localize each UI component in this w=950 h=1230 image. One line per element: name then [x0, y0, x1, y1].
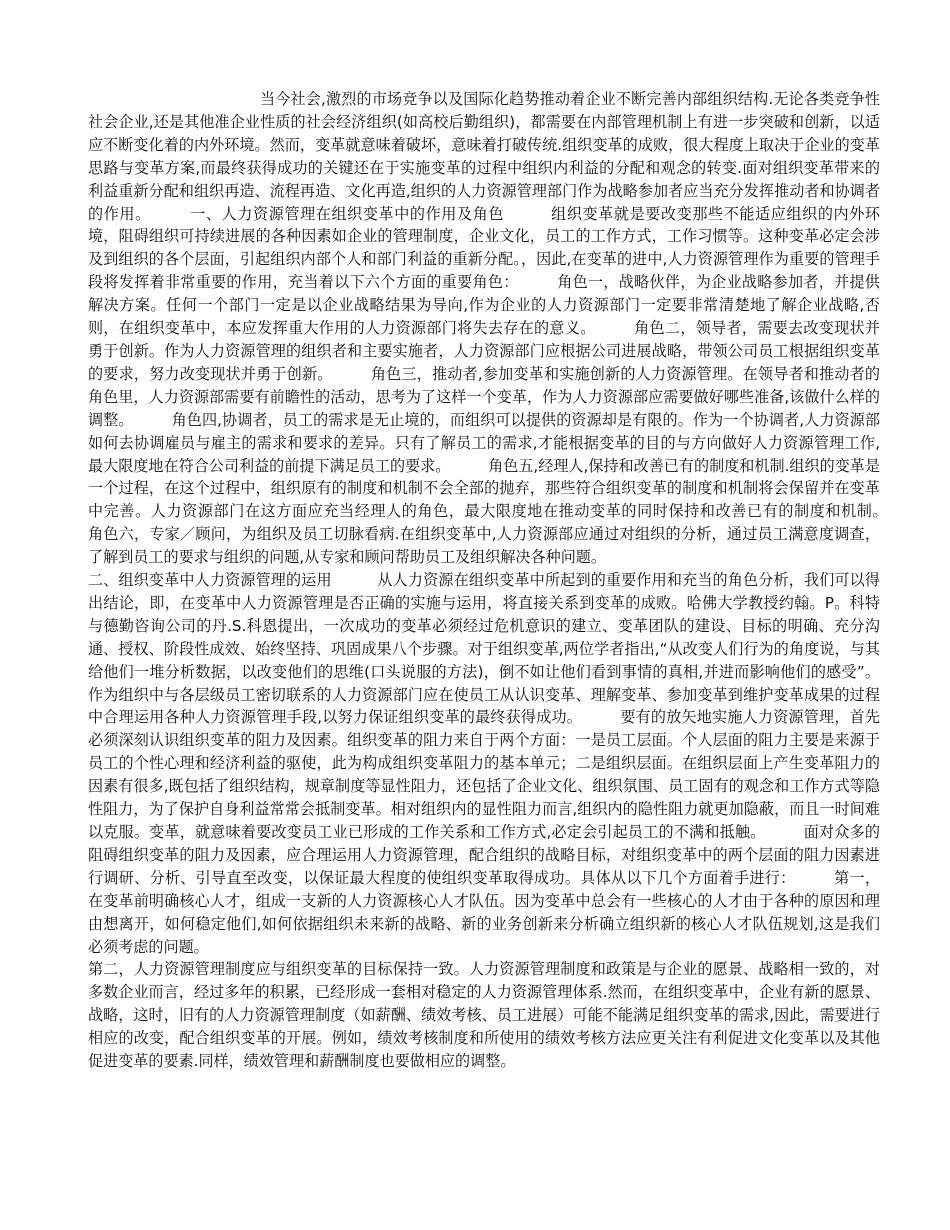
document-body: [88, 88, 926, 1073]
paragraph-intro: 当今社会,激烈的市场竞争以及国际化趋势推动着企业不断完善内部组织结构.无论各类竞争性社会企业,还是其他准企业性质的社会经济组织(如高校后勤组织)，都需要在内部管理机制上有进一步突破和创新，以适应不断变化着的内外环境。然而，变革就意味着破坏，意味着打破传统.组织变革的成败，很大程度上取决于企业的变革思路与变革方案,而最终获得成功的关键还在于实施变革的过程中组织内利益的分配和观念的转变.面对组织变革带来的利益重新分配和组织再造、流程再造、文化再造,组织的人力资源管理部门作为战略参加者应当充分发挥推动者和协调者的作用。 一、人力资源管理在组织变革中的作用及角色 组织变革就是要改变那些不能适应组织的内外环境，阻碍组织可持续进展的各种因素如企业的管理制度，企业文化，员工的工作方式，工作习惯等。这种变革必定会涉及到组织的各个层面，引起组织内部个人和部门利益的重新分配。，因此,在变革的进中,人力资源管理作为重要的管理手段将发挥着非常重要的作用，充当着以下六个方面的重要角色： 角色一，战略伙伴，为企业战略参加者，并提供解决方案。任何一个部门一定是以企业战略结果为导向,作为企业的人力资源部门一定要非常清楚地了解企业战略,否则，在组织变革中，本应发挥重大作用的人力资源部门将失去存在的意义。 角色二，领导者，需要去改变现状并勇于创新。作为人力资源管理的组织者和主要实施者，人力资源部门应根据公司进展战略，带领公司员工根据组织变革的要求，努力改变现状并勇于创新。 角色三，推动者,参加变革和实施创新的人力资源管理。在领导者和推动者的角色里，人力资源部需要有前瞻性的活动，思考为了这样一个变革，作为人力资源部应需要做好哪些准备,该做什么样的调整。 角色四,协调者，员工的需求是无止境的，而组织可以提供的资源却是有限的。作为一个协调者,人力资源部如何去协调雇员与雇主的需求和要求的差异。只有了解员工的需求,才能根据变革的目的与方向做好人力资源管理工作,最大限度地在符合公司利益的前提下满足员工的要求。 角色五,经理人,保持和改善已有的制度和机制.组织的变革是一个过程，在这个过程中，组织原有的制度和机制不会全部的抛弃，那些符合组织变革的制度和机制将会保留并在变革中完善。人力资源部门在这方面应充当经理人的角色，最大限度地在推动变革的同时保持和改善已有的制度和机制。 角色六，专家／顾问，为组织及员工切脉看病.在组织变革中,人力资源部应通过对组织的分析，通过员工满意度调查，了解到员工的要求与组织的问题,从专家和顾问帮助员工及组织解决各种问题。: [88, 90, 926, 567]
paragraph-section-two: 二、组织变革中人力资源管理的运用 从人力资源在组织变革中所起到的重要作用和充当的角色分析，我们可以得出结论，即，在变革中人力资源管理是否正确的实施与运用，将直接关系到变革的成败。哈佛大学教授约翰。P。科特与德勤咨询公司的丹.S.科恩提出，一次成功的变革必须经过危机意识的建立、变革团队的建设、目标的明确、充分沟通、授权、阶段性成效、始终坚持、巩固成果八个步骤。对于组织变革,两位学者指出,“从改变人们行为的角度说，与其给他们一堆分析数据，以改变他们的思维(口头说服的方法)，倒不如让他们看到事情的真相,并进而影响他们的感受”。作为组织中与各层级员工密切联系的人力资源部门应在使员工从认识变革、理解变革、参加变革到维护变革成果的过程中合理运用各种人力资源管理手段,以努力保证组织变革的最终获得成功。 要有的放矢地实施人力资源管理，首先必须深刻认识组织变革的阻力及因素。组织变革的阻力来自于两个方面：一是员工层面。个人层面的阻力主要是来源于员工的个性心理和经济利益的驱使，此为构成组织变革阻力的基本单元；二是组织层面。在组织层面上产生变革阻力的因素有很多,既包括了组织结构，规章制度等显性阻力，还包括了企业文化、组织氛围、员工固有的观念和工作方式等隐性阻力，为了保护自身利益常常会抵制变革。相对组织内的显性阻力而言,组织内的隐性阻力就更加隐蔽，而且一时间难以克服。变革，就意味着要改变员工业已形成的工作关系和工作方式,必定会引起员工的不满和抵触。 面对众多的阻碍组织变革的阻力及因素，应合理运用人力资源管理，配合组织的战略目标，对组织变革中的两个层面的阻力因素进行调研、分析、引导直至改变，以保证最大程度的使组织变革取得成功。具体从以下几个方面着手进行： 第一，在变革前明确核心人才，组成一支新的人力资源核心人才队伍。因为变革中总会有一些核心的人才由于各种的原因和理由想离开，如何稳定他们,如何依据组织未来新的战略、新的业务创新来分析确立组织新的核心人才队伍规划,这是我们必须考虑的问题。: [88, 571, 880, 956]
paragraph-second-point: 第二，人力资源管理制度应与组织变革的目标保持一致。人力资源管理制度和政策是与企业的愿景、战略相一致的，对多数企业而言，经过多年的积累，已经形成一套相对稳定的人力资源管理体系.然而，在组织变革中，企业有新的愿景、战略，这时，旧有的人力资源管理制度（如薪酬、绩效考核、员工进展）可能不能满足组织变革的需求,因此，需要进行相应的改变，配合组织变革的开展。例如，绩效考核制度和所使用的绩效考核方法应更关注有利促进文化变革以及其他促进变革的要素.同样，绩效管理和薪酬制度也要做相应的调整。: [88, 960, 880, 1071]
